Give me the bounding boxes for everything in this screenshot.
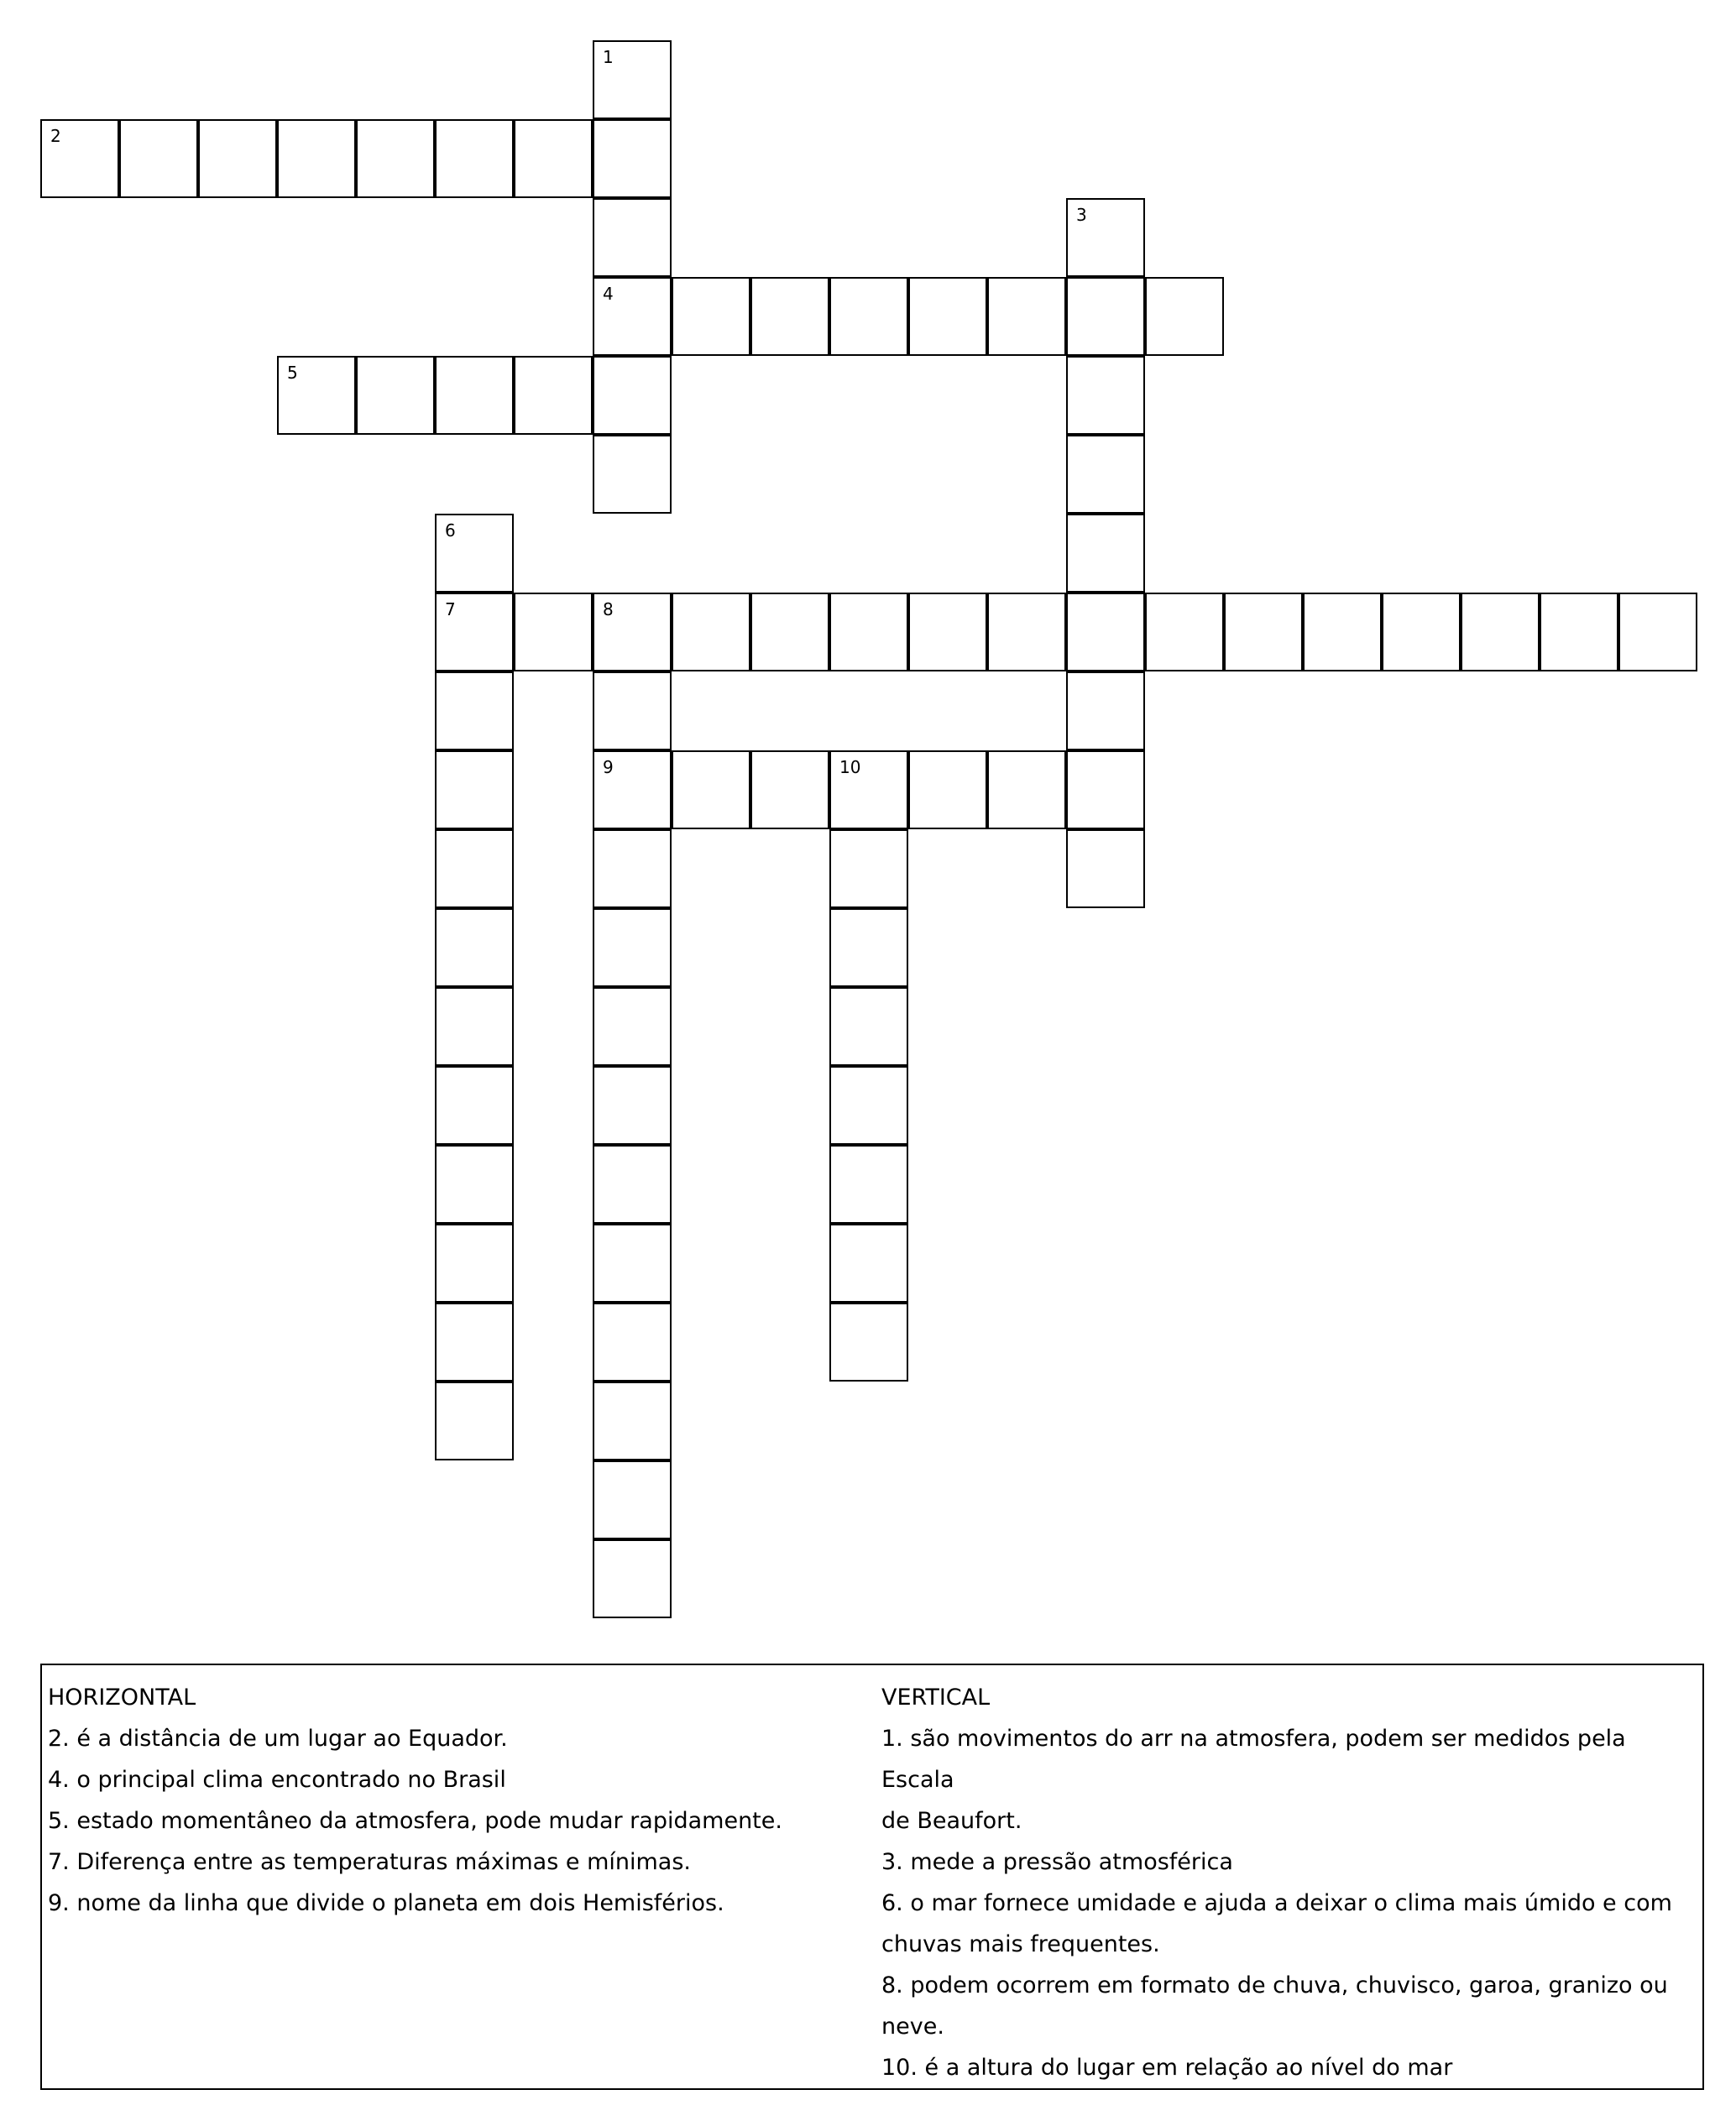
grid-cell[interactable] — [1303, 593, 1382, 671]
grid-cell[interactable] — [1066, 593, 1145, 671]
grid-cell[interactable] — [593, 1382, 672, 1460]
grid-cell[interactable] — [908, 593, 987, 671]
grid-cell[interactable] — [435, 119, 514, 198]
clue-number: 7 — [445, 599, 456, 619]
grid-cell[interactable] — [593, 198, 672, 277]
grid-cell[interactable] — [593, 1224, 672, 1303]
grid-cell[interactable] — [435, 593, 514, 671]
clue-number: 1 — [603, 47, 614, 67]
grid-cell[interactable] — [1066, 514, 1145, 593]
grid-cell[interactable] — [672, 277, 750, 356]
grid-cell[interactable] — [593, 1303, 672, 1382]
clue-9-across: 9. nome da linha que divide o planeta em dois Hemisférios. — [48, 1890, 724, 1916]
grid-cell[interactable] — [1224, 593, 1303, 671]
grid-cell[interactable] — [987, 277, 1066, 356]
grid-cell[interactable] — [593, 1145, 672, 1224]
clue-4-across: 4. o principal clima encontrado no Brasil — [48, 1767, 506, 1793]
horizontal-clues — [48, 1677, 854, 1924]
grid-cell[interactable] — [1066, 198, 1145, 277]
grid-cell[interactable] — [593, 908, 672, 987]
grid-cell[interactable] — [435, 987, 514, 1066]
grid-cell[interactable] — [829, 277, 908, 356]
grid-cell[interactable] — [829, 908, 908, 987]
clue-6-down: 6. o mar fornece umidade e ajuda a deixar o clima mais úmido e com — [881, 1890, 1672, 1916]
grid-cell[interactable] — [198, 119, 277, 198]
grid-cell[interactable] — [593, 987, 672, 1066]
clue-7-across: 7. Diferença entre as temperaturas máximas e mínimas. — [48, 1849, 691, 1875]
clues-box — [40, 1664, 1704, 2090]
vertical-clues — [881, 1677, 1694, 2088]
grid-cell[interactable] — [593, 671, 672, 750]
grid-cell[interactable] — [277, 356, 356, 435]
grid-cell[interactable] — [119, 119, 198, 198]
grid-cell[interactable] — [514, 593, 593, 671]
grid-cell[interactable] — [435, 356, 514, 435]
grid-cell[interactable] — [829, 750, 908, 829]
clue-number: 10 — [839, 757, 861, 777]
grid-cell[interactable] — [593, 593, 672, 671]
grid-cell[interactable] — [829, 829, 908, 908]
grid-cell[interactable] — [1461, 593, 1540, 671]
grid-cell[interactable] — [1066, 671, 1145, 750]
grid-cell[interactable] — [672, 750, 750, 829]
grid-cell[interactable] — [435, 908, 514, 987]
grid-cell[interactable] — [593, 356, 672, 435]
grid-cell[interactable] — [593, 829, 672, 908]
grid-cell[interactable] — [435, 1382, 514, 1460]
grid-cell[interactable] — [987, 750, 1066, 829]
grid-cell[interactable] — [40, 119, 119, 198]
grid-cell[interactable] — [1066, 277, 1145, 356]
grid-cell[interactable] — [435, 1224, 514, 1303]
grid-cell[interactable] — [514, 356, 593, 435]
grid-cell[interactable] — [908, 277, 987, 356]
grid-cell[interactable] — [1066, 435, 1145, 514]
grid-cell[interactable] — [593, 1460, 672, 1539]
grid-cell[interactable] — [829, 593, 908, 671]
grid-cell[interactable] — [829, 1145, 908, 1224]
clue-10-down: 10. é a altura do lugar em relação ao nível do mar — [881, 2055, 1453, 2081]
grid-cell[interactable] — [277, 119, 356, 198]
grid-cell[interactable] — [356, 119, 435, 198]
grid-cell[interactable] — [1145, 277, 1224, 356]
clue-number: 9 — [603, 757, 614, 777]
clue-number: 3 — [1076, 205, 1087, 225]
clue-2-across: 2. é a distância de um lugar ao Equador. — [48, 1726, 508, 1752]
clue-number: 5 — [287, 363, 298, 383]
grid-cell[interactable] — [593, 119, 672, 198]
grid-cell[interactable] — [829, 987, 908, 1066]
clue-number: 4 — [603, 284, 614, 304]
grid-cell[interactable] — [1618, 593, 1697, 671]
grid-cell[interactable] — [829, 1303, 908, 1382]
grid-cell[interactable] — [593, 750, 672, 829]
grid-cell[interactable] — [435, 514, 514, 593]
clue-8-down: 8. podem ocorrem em formato de chuva, chuvisco, garoa, granizo ou — [881, 1972, 1668, 1998]
clue-1-down-cont: de Beaufort. — [881, 1808, 1022, 1834]
grid-cell[interactable] — [908, 750, 987, 829]
clue-number: 2 — [50, 126, 61, 146]
grid-cell[interactable] — [750, 277, 829, 356]
grid-cell[interactable] — [435, 750, 514, 829]
grid-cell[interactable] — [593, 40, 672, 119]
grid-cell[interactable] — [593, 435, 672, 514]
grid-cell[interactable] — [829, 1224, 908, 1303]
clue-3-down: 3. mede a pressão atmosférica — [881, 1849, 1233, 1875]
grid-cell[interactable] — [435, 1066, 514, 1145]
grid-cell[interactable] — [1066, 356, 1145, 435]
clue-number: 6 — [445, 520, 456, 541]
vertical-heading: VERTICAL — [881, 1685, 991, 1711]
clue-6-down-cont: chuvas mais frequentes. — [881, 1931, 1160, 1957]
grid-cell[interactable] — [435, 1145, 514, 1224]
grid-cell[interactable] — [1066, 750, 1145, 829]
grid-cell[interactable] — [672, 593, 750, 671]
clue-1-down: 1. são movimentos do arr na atmosfera, podem ser medidos pela Escala — [881, 1726, 1634, 1793]
grid-cell[interactable] — [750, 593, 829, 671]
grid-cell[interactable] — [593, 1066, 672, 1145]
grid-cell[interactable] — [1540, 593, 1618, 671]
grid-cell[interactable] — [435, 1303, 514, 1382]
grid-cell[interactable] — [514, 119, 593, 198]
grid-cell[interactable] — [829, 1066, 908, 1145]
grid-cell[interactable] — [987, 593, 1066, 671]
grid-cell[interactable] — [593, 277, 672, 356]
horizontal-heading: HORIZONTAL — [48, 1685, 196, 1711]
clue-number: 8 — [603, 599, 614, 619]
grid-cell[interactable] — [1145, 593, 1224, 671]
clue-5-across: 5. estado momentâneo da atmosfera, pode mudar rapidamente. — [48, 1808, 782, 1834]
grid-cell[interactable] — [750, 750, 829, 829]
grid-cell[interactable] — [435, 671, 514, 750]
grid-cell[interactable] — [356, 356, 435, 435]
clue-8-down-cont: neve. — [881, 2014, 944, 2040]
grid-cell[interactable] — [435, 829, 514, 908]
grid-cell[interactable] — [593, 1539, 672, 1618]
grid-cell[interactable] — [1066, 829, 1145, 908]
grid-cell[interactable] — [1382, 593, 1461, 671]
